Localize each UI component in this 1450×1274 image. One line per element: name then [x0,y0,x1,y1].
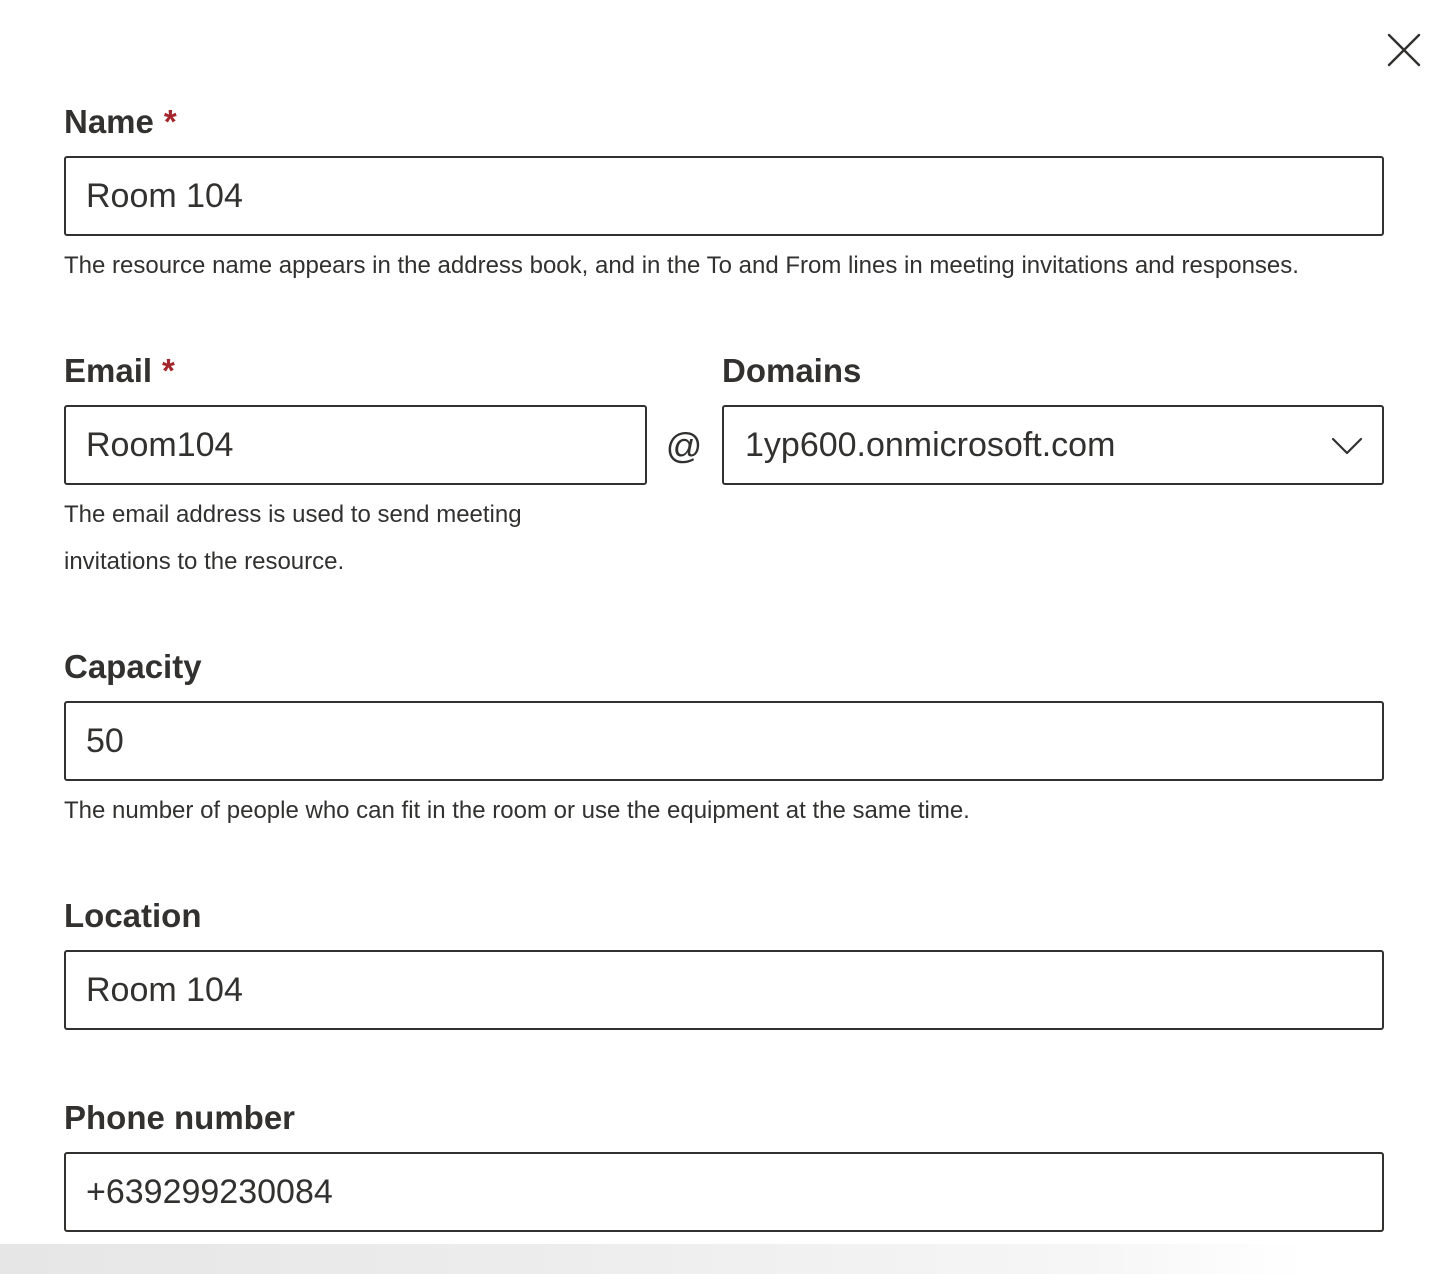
close-button[interactable] [1384,30,1424,70]
email-input[interactable] [64,405,647,485]
domains-selected-value: 1yp600.onmicrosoft.com [745,426,1116,464]
capacity-label: Capacity [64,648,202,685]
close-icon [1387,33,1421,67]
domains-label: Domains [722,352,862,389]
chevron-down-icon [1330,429,1364,463]
phone-number-input[interactable] [64,1152,1384,1232]
name-label-text: Name [64,103,154,140]
location-label: Location [64,897,202,934]
email-required-mark: * [162,352,175,389]
location-input[interactable] [64,950,1384,1030]
at-sign: @ [665,425,703,466]
phone-number-label: Phone number [64,1099,296,1136]
email-label-text: Email [64,352,153,389]
domains-dropdown[interactable] [722,405,1384,485]
name-label [64,102,177,142]
email-help-text-line2: invitations to the resource. [64,548,345,575]
footer-fade [0,1244,1450,1274]
email-label [64,351,175,391]
capacity-help-text: The number of people who can fit in the room or use the equipment at the same time. [64,797,970,824]
name-help-text: The resource name appears in the address book, and in the To and From lines in meeting invitations and responses. [64,252,1299,279]
email-help-text-line1: The email address is used to send meeting [64,501,522,528]
name-required-mark: * [163,103,177,140]
name-input[interactable] [64,156,1384,236]
capacity-input[interactable] [64,701,1384,781]
